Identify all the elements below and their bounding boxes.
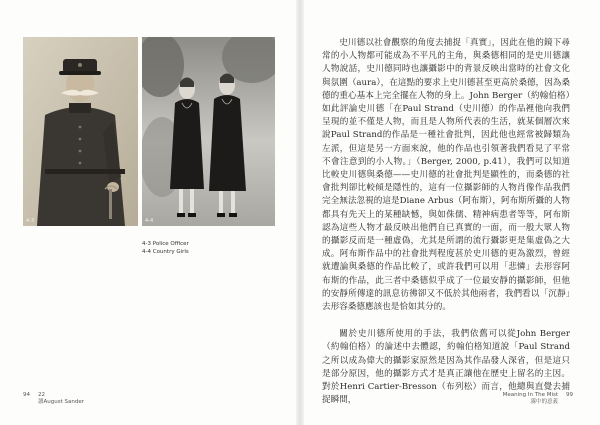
caption-4-3: 4-3 Police Officer: [142, 241, 189, 247]
paragraph-2: 關於史川德所使用的手法，我們依舊可以從John Berger（約翰伯格）的論述中去體認，約翰伯格知道說「Paul Strand之所以成為偉大的攝影家原然是因為其作品發人深省，但是這只是部分原因，他的攝影方式才是真正讓他在歷史上留名的主因。對於Henri Cartier-Bresson（布列松）而言，他總與直覺去捕捉瞬間，: [322, 329, 570, 406]
plate-number-4-3: 4-3: [26, 218, 35, 224]
right-running-title-zh: 霧中的意義: [530, 399, 558, 405]
right-running-head: [496, 392, 558, 406]
body-text: [322, 37, 570, 407]
right-page-number: 99: [566, 392, 573, 398]
plate-number-4-4: 4-4: [145, 218, 154, 224]
chapter-number: 22: [38, 392, 45, 398]
page-gutter: [296, 0, 304, 425]
left-running-head: [38, 392, 84, 406]
left-running-title: 讀August Sander: [38, 399, 84, 405]
photo-captions: [142, 240, 189, 256]
right-running-title-en: Meaning In The Mist: [502, 392, 558, 398]
photo-country-girls: [142, 37, 275, 226]
photo-police-officer: [23, 37, 138, 226]
left-page-number: 94: [23, 392, 30, 398]
paragraph-1: 史川德以社會觀察的角度去捕捉「真實」，因此在他的鏡下尋常的小人物都可能成為不平凡的主角，與桑德相同的是史川德讓人物說話，史川德同時也讓攝影中的背景反映出當時的社會文化與氛圍（aura），在這點的要求上史川德甚至更高於桑德，因為桑德的重心基本上完全擺在人物的身上。John Berger（約翰伯格）如此評論史川德「在Paul Strand（史川德）的作品裡他向我們呈現的並不僅是人物，而且是人物所代表的生活，就某個層次來說Paul Strand的作品是一種社會批判，因此他也經常被歸類為左派，但這是另一方面來說，他的作品也引領著我們看見了平常不會注意到的小人物。」（Berger, 2000, p.41），我們可以知道比較史川德與桑德——史川德的社會批判是顯性的，而桑德的社會批判卻比較傾是隱性的，這有一位攝影師的人物肖像作品我們完全無法忽視的這是Diane Arbus（阿布斯），阿布斯所攝的人物都具有先天上的某種缺憾，與如侏儒、精神病患者等等，阿布斯認為這些人物才最反映出他們自已真實的一面，而一般大眾人物的攝影反而是一種虛偽，尤其是所謂的流行攝影更是集虛偽之大成。阿布斯作品中的社會批判程度甚於史川德的更為激烈，曾經就遭論與桑德的作品比較了，或許我們可以用「悲憐」去形容阿布斯的作品，此三者中桑德似乎成了一位最安靜的攝影師，但他的安靜所傳達的訊息彷彿卻又不低於其他兩者，我們看以「沉靜」去形容桑德應該也是恰如其分的。: [322, 38, 570, 313]
caption-4-4: 4-4 Country Girls: [142, 249, 189, 255]
